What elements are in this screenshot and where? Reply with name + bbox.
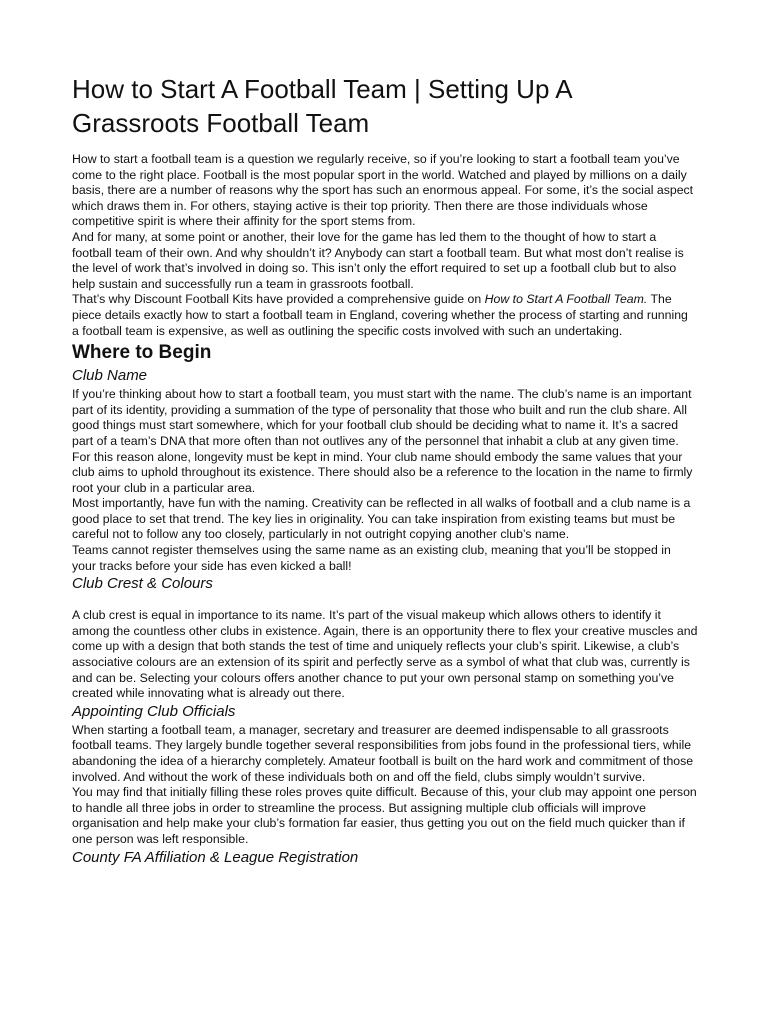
subheading-club-crest: Club Crest & Colours: [72, 575, 213, 593]
subheading-county-fa: County FA Affiliation & League Registration: [72, 848, 359, 866]
guide-text-before: That’s why Discount Football Kits have provided a comprehensive guide on: [72, 292, 485, 307]
subheading-club-name: Club Name: [72, 367, 148, 385]
club-officials-paragraph-1: When starting a football team, a manager, secretary and treasurer are deemed indispensable to all grassroots football teams. They largely bundle together several responsibilities from jobs found in the professional tiers, while abandoning the idea of a hierarchy completely. Amateur football is built on the hard work and commitment of those involved. And without the work of these individuals both on and off the field, clubs simply wouldn’t survive.: [72, 722, 694, 784]
section-heading-where-to-begin: Where to Begin: [72, 342, 212, 364]
guide-text-after: The piece details exactly how to start a football team in England, covering whether the process of starting and running a football team is expensive, as well as outlining the specific costs involved with such an undertaking.: [72, 292, 688, 338]
club-officials-paragraph-2: You may find that initially filling these roles proves quite difficult. Because of this, your club may appoint one person to handle all three jobs in order to streamline the process. But assigning multiple club officials will improve organisation and help make your club’s formation far easier, thus getting you out on the field much quicker than if one person was left responsible.: [72, 785, 697, 846]
club-name-paragraph-3: Most importantly, have fun with the naming. Creativity can be reflected in all walks of football and a club name is a good place to set that trend. The key lies in originality. You can take inspiration from existing teams but must be careful not to follow any too closely, particularly in not outright copying another club’s name.: [72, 496, 691, 542]
document-page: [72, 72, 698, 869]
intro-paragraph-1: How to start a football team is a question we regularly receive, so if you’re looking to start a football team you’ve come to the right place. Football is the most popular sport in the world. Watched and played by millions on a daily basis, there are a number of reasons why the sport has such an enormous appeal. For some, it’s the social aspect which draws them in. For others, staying active is their top priority. Then there are those individuals whose competitive spirit is where their affinity for the sport stems from.: [72, 152, 694, 229]
club-name-paragraph-2: For this reason alone, longevity must be kept in mind. Your club name should embody the same values that your club aims to uphold throughout its existence. There should also be a reference to the location in the name to firmly root your club in a particular area.: [72, 449, 693, 495]
intro-paragraph-2: And for many, at some point or another, their love for the game has led them to the thought of how to start a football team of their own. And why shouldn’t it? Anybody can start a football team. But what most don’t realise is the level of work that’s involved in doing so. This isn’t only the effort required to set up a football club but to also help sustain and successfully run a team in grassroots football.: [72, 229, 684, 291]
guide-paragraph: [72, 292, 698, 339]
subheading-club-officials: Appointing Club Officials: [72, 702, 236, 720]
document-title: How to Start A Football Team | Setting Up A Grassroots Football Team: [72, 74, 572, 138]
club-name-paragraph-1: If you’re thinking about how to start a football team, you must start with the name. The club’s name is an important part of its identity, providing a summation of the type of personality that those who built and run the club share. All good things must start somewhere, which for your football club should be deciding what to name it. It’s a sacred part of a team’s DNA that more often than not outlives any of the personnel that inhabit a club at any given time.: [72, 387, 692, 448]
club-crest-paragraph-1: A club crest is equal in importance to its name. It’s part of the visual makeup which allows others to identify it among the countless other clubs in existence. Again, there is an opportunity there to flex your creative muscles and come up with a design that both stands the test of time and uniquely reflects your club’s spirit. Likewise, a club’s associative colours are an extension of its spirit and perfectly serve as a symbol of what that club was, currently is and can be. Selecting your colours offers another chance to put your own personal stamp on something you’ve created while innovating what is already out there.: [72, 608, 698, 701]
club-name-paragraph-4: Teams cannot register themselves using the same name as an existing club, meaning that you’ll be stopped in your tracks before your side has even kicked a ball!: [72, 543, 671, 573]
guide-title-emphasis: How to Start A Football Team.: [484, 292, 648, 307]
